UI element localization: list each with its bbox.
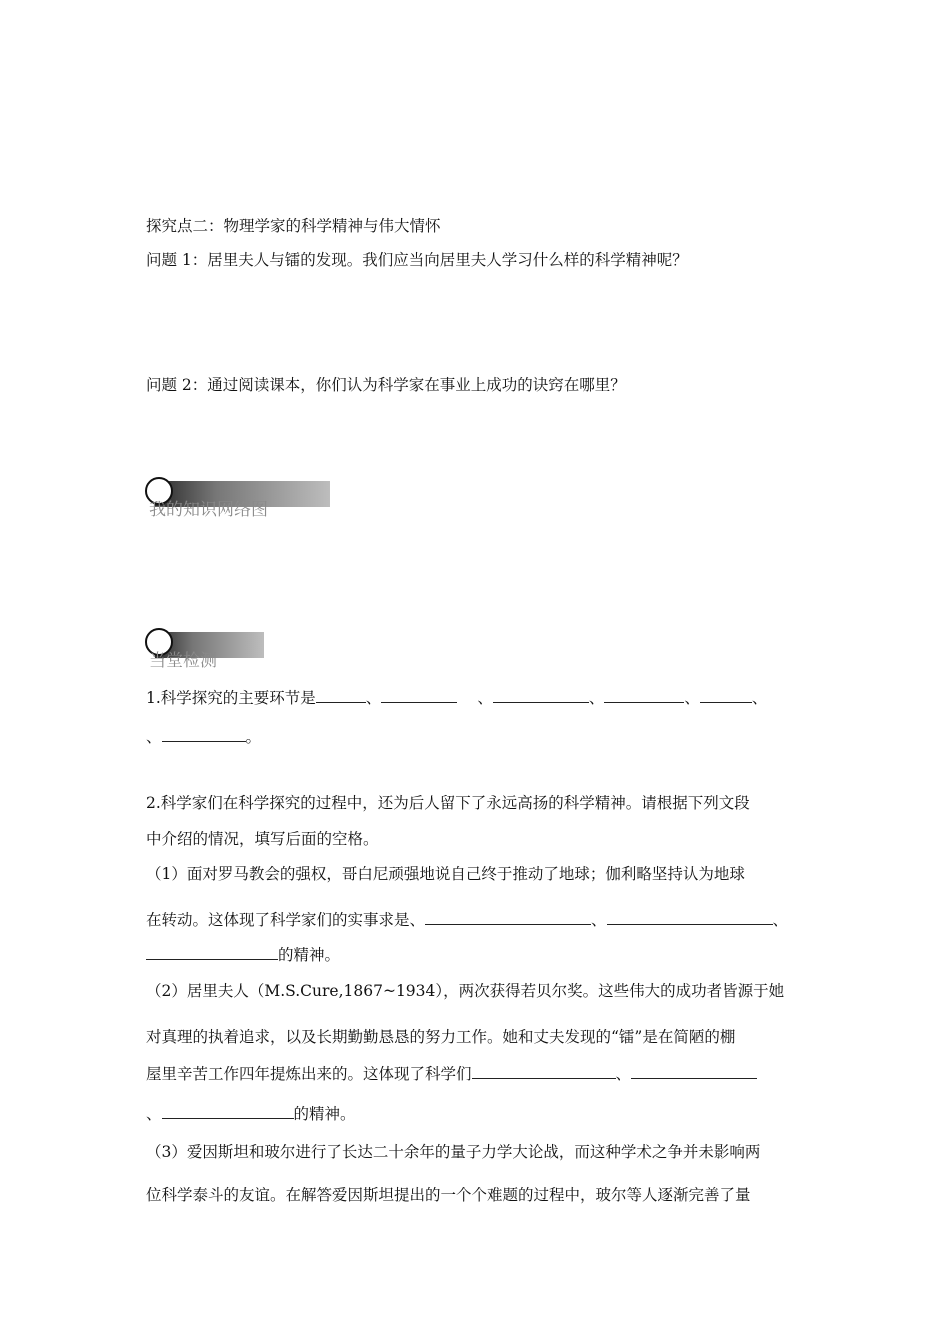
paragraph-3-line-2: 位科学泰斗的友谊。在解答爱因斯坦提出的一个个难题的过程中，玻尔等人逐渐完善了量 xyxy=(146,1186,751,1204)
answer-blank[interactable] xyxy=(162,1104,294,1119)
separator: 、 xyxy=(751,689,768,707)
answer-blank[interactable] xyxy=(162,727,246,742)
item-1-line-1 xyxy=(146,688,767,708)
answer-blank[interactable] xyxy=(604,688,684,703)
paragraph-2-suffix: 的精神。 xyxy=(293,1105,356,1123)
paragraph-3-line-1: （3）爱因斯坦和玻尔进行了长达二十余年的量子力学大论战，而这种学术之争并未影响两 xyxy=(146,1143,761,1161)
answer-blank[interactable] xyxy=(316,688,366,703)
paragraph-2-line-1: （2）居里夫人（M.S.Cure,1867~1934），两次获得若贝尔奖。这些伟大的成功者皆源于她 xyxy=(146,982,785,1000)
paragraph-2-line-4 xyxy=(146,1104,356,1124)
paragraph-2-text: 屋里辛苦工作四年提炼出来的。这体现了科学们 xyxy=(146,1065,472,1083)
item-1-prefix: 1.科学探究的主要环节是 xyxy=(146,689,316,707)
separator: 、 xyxy=(146,1105,162,1123)
separator: 、 xyxy=(146,728,162,746)
banner-label: 当堂检测 xyxy=(149,651,217,671)
paragraph-1-text: 在转动。这体现了科学家们的实事求是、 xyxy=(146,911,426,929)
paragraph-1-line-2 xyxy=(146,910,788,930)
answer-blank[interactable] xyxy=(607,910,773,925)
question-2: 问题 2：通过阅读课本，你们认为科学家在事业上成功的诀窍在哪里？ xyxy=(146,376,626,394)
question-1: 问题 1：居里夫人与镭的发现。我们应当向居里夫人学习什么样的科学精神呢？ xyxy=(146,251,688,269)
separator: 、 xyxy=(684,689,700,707)
paragraph-2-line-3 xyxy=(146,1064,757,1084)
answer-blank[interactable] xyxy=(700,688,752,703)
paragraph-1-line-3 xyxy=(146,945,340,965)
paragraph-1-suffix: 的精神。 xyxy=(278,946,341,964)
period: 。 xyxy=(245,728,262,746)
banner-label: 我的知识网络图 xyxy=(149,500,268,520)
paragraph-2-line-2: 对真理的执着追求，以及长期勤勤恳恳的努力工作。她和丈夫发现的“镭”是在简陋的棚 xyxy=(146,1028,736,1046)
separator: 、 xyxy=(477,689,493,707)
section2-title: 探究点二：物理学家的科学精神与伟大情怀 xyxy=(146,217,441,235)
paragraph-1-line-1: （1）面对罗马教会的强权，哥白尼顽强地说自己终于推动了地球；伽利略坚持认为地球 xyxy=(146,865,745,883)
separator: 、 xyxy=(615,1065,632,1083)
separator: 、 xyxy=(591,911,607,929)
answer-blank[interactable] xyxy=(631,1064,757,1079)
answer-blank[interactable] xyxy=(381,688,457,703)
item-2-line-2: 中介绍的情况，填写后面的空格。 xyxy=(146,830,379,848)
answer-blank[interactable] xyxy=(472,1064,616,1079)
answer-blank[interactable] xyxy=(146,945,278,960)
answer-blank[interactable] xyxy=(493,688,589,703)
item-1-line-2 xyxy=(146,727,261,747)
item-2-line-1: 2.科学家们在科学探究的过程中，还为后人留下了永远高扬的科学精神。请根据下列文段 xyxy=(146,794,750,812)
separator: 、 xyxy=(772,911,789,929)
separator: 、 xyxy=(588,689,605,707)
separator: 、 xyxy=(365,689,382,707)
answer-blank[interactable] xyxy=(425,910,591,925)
